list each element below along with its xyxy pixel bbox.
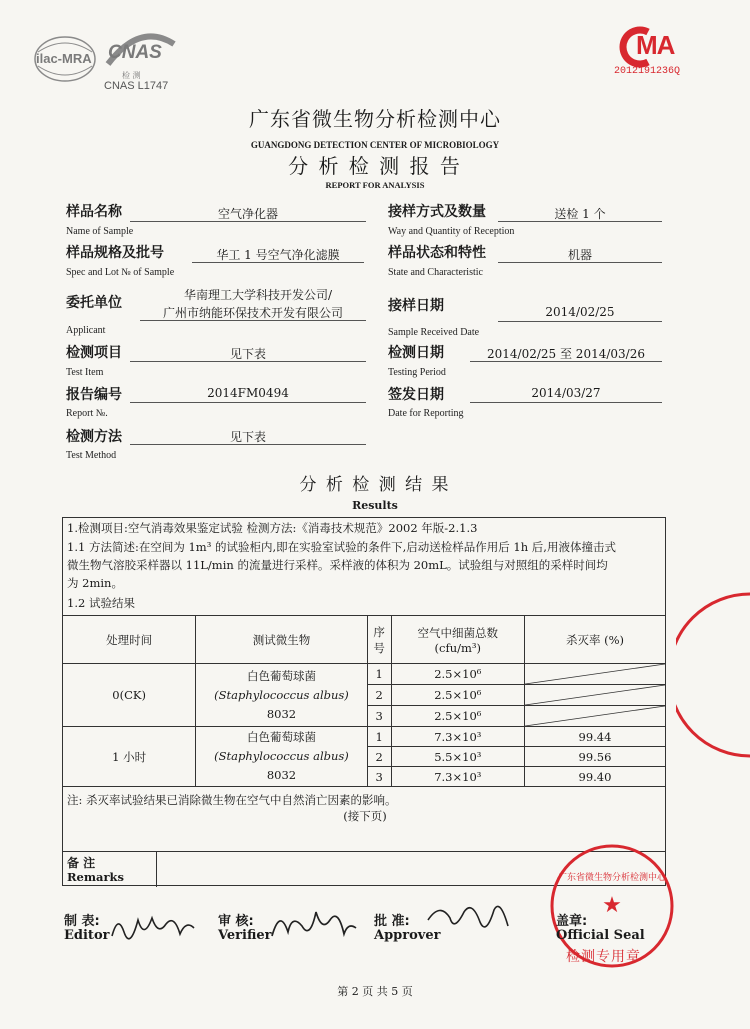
g1-r2-kill: 99.40 [524, 767, 665, 787]
editor-label-en: Editor [64, 928, 110, 943]
remarks-cn: 备 注 [67, 856, 96, 870]
g0-r2-count: 2.5×10⁶ [391, 706, 524, 727]
remarks-label-cell [62, 852, 157, 887]
page-number: 第 2 页 共 5 页 [337, 985, 413, 998]
received-date-en: Sample Received Date [388, 327, 480, 338]
cnas-text: CNAS [108, 42, 162, 63]
cnas-sub-text: 检 测 [122, 71, 141, 80]
editor-label-cn: 制 表: [64, 914, 100, 929]
testing-period-value: 2014/02/25 至 2014/03/26 [470, 345, 662, 362]
state-value: 机器 [498, 246, 662, 263]
group-0-microbe-latin: (Staphylococcus albus) [214, 687, 349, 702]
applicant-label: 委托单位 [66, 295, 122, 311]
results-note: 注: 杀灭率试验结果已消除微生物在空气中自然消亡因素的影响。 [67, 793, 397, 807]
test-item-line: 1.检测项目:空气消毒效果鉴定试验 检测方法:《消毒技术规范》2002 年版-2.1.3 [67, 521, 478, 535]
method-line-2: 微生物气溶胶采样器以 11L/min 的流量进行采样。采样液的体积为 20mL。试验组与对照组的采样时间均 [67, 558, 608, 572]
g1-r0-kill: 99.44 [524, 727, 665, 747]
header-count-1: 空气中细菌总数 [417, 625, 499, 640]
seal-label-en: Official Seal [556, 928, 645, 943]
group-1-time: 1 小时 [63, 727, 196, 787]
results-title-cn: 分 析 检 测 结 果 [299, 475, 451, 495]
header-count-2: (cfu/m³) [434, 640, 482, 655]
testing-period-en: Testing Period [388, 367, 446, 378]
applicant-value-line2: 广州市纳能环保技术开发有限公司 [140, 304, 366, 321]
report-no-value: 2014FM0494 [130, 386, 366, 403]
spec-lot-en: Spec and Lot № of Sample [66, 267, 175, 278]
g1-r2-count: 7.3×10³ [391, 767, 524, 787]
cma-logo [612, 26, 692, 82]
test-method-en: Test Method [66, 450, 117, 461]
g0-r1-seq: 2 [367, 685, 391, 706]
seal-org-text: 广东省微生物分析检测中心 [557, 873, 666, 883]
test-item-en: Test Item [66, 367, 104, 378]
g0-r2-seq: 3 [367, 706, 391, 727]
test-method-value: 见下表 [130, 428, 366, 445]
group-0-strain: 8032 [266, 706, 297, 721]
method-line-1: 1.1 方法简述:在空间为 1m³ 的试验柜内,即在实验室试验的条件下,启动送检样品作用后 1h 后,用液体撞击式 [67, 540, 616, 554]
cma-number: 2012191236Q [614, 66, 681, 77]
spec-lot-label: 样品规格及批号 [66, 245, 164, 261]
header-seq-1: 序 [373, 624, 385, 639]
received-date-value: 2014/02/25 [498, 305, 662, 322]
group-1-microbe-cn: 白色葡萄球菌 [246, 730, 316, 744]
g1-r1-seq: 2 [367, 747, 391, 767]
g1-r2-seq: 3 [367, 767, 391, 787]
sample-name-value: 空气净化器 [130, 205, 366, 222]
g0-r1-count: 2.5×10⁶ [391, 685, 524, 706]
test-item-value: 见下表 [130, 345, 366, 362]
cnas-id-text: CNAS L1747 [104, 80, 169, 92]
partial-edge-stamp [676, 590, 750, 760]
g1-r1-kill: 99.56 [524, 747, 665, 767]
verifier-signature [266, 902, 358, 946]
slash-mark [525, 685, 665, 705]
remarks-en: Remarks [67, 870, 124, 884]
group-0-microbe-cn: 白色葡萄球菌 [246, 668, 316, 683]
report-no-en: Report №. [66, 408, 108, 419]
verifier-label-cn: 审 核: [218, 914, 254, 929]
results-box [62, 517, 666, 886]
org-title-cn: 广东省微生物分析检测中心 [249, 107, 501, 131]
continued-note: (接下页) [343, 809, 387, 823]
receive-method-en: Way and Quantity of Reception [388, 226, 515, 237]
report-title-en: REPORT FOR ANALYSIS [325, 180, 425, 190]
group-1-strain: 8032 [266, 768, 297, 782]
sample-name-label: 样品名称 [66, 204, 122, 220]
received-date-label: 接样日期 [388, 298, 444, 314]
testing-period-label: 检测日期 [388, 345, 444, 361]
report-date-value: 2014/03/27 [470, 386, 662, 403]
results-table [62, 615, 666, 787]
receive-method-label: 接样方式及数量 [388, 204, 486, 220]
group-1-microbe [196, 727, 367, 787]
approver-signature [424, 896, 516, 942]
g1-r0-seq: 1 [367, 727, 391, 747]
method-line-3: 为 2min。 [67, 576, 123, 590]
ilac-mra-logo [32, 30, 98, 88]
group-0-time: 0(CK) [63, 664, 196, 727]
applicant-en: Applicant [66, 325, 106, 336]
report-date-label: 签发日期 [388, 387, 444, 403]
group-1-microbe-latin: (Staphylococcus albus) [214, 749, 349, 763]
report-no-label: 报告编号 [66, 387, 122, 403]
header-time: 处理时间 [63, 616, 196, 664]
sample-name-en: Name of Sample [66, 226, 134, 237]
g1-r1-count: 5.5×10³ [391, 747, 524, 767]
approver-label-en: Approver [374, 928, 441, 943]
report-date-en: Date for Reporting [388, 408, 464, 419]
table-row [63, 664, 666, 685]
editor-signature [108, 906, 198, 946]
g0-r0-kill [524, 664, 665, 685]
svg-text:★: ★ [602, 893, 622, 918]
verifier-label-en: Verifier [218, 928, 272, 943]
header-kill: 杀灭率 (%) [524, 616, 665, 664]
org-title-en: GUANGDONG DETECTION CENTER OF MICROBIOLOGY [250, 140, 500, 150]
header-microbe: 测试微生物 [196, 616, 367, 664]
state-label: 样品状态和特性 [388, 245, 486, 261]
header-seq [367, 616, 391, 664]
receive-method-value: 送检 1 个 [498, 205, 662, 222]
header-seq-2: 号 [373, 640, 385, 655]
ilac-mra-text: ilac-MRA [36, 51, 92, 66]
g0-r0-count: 2.5×10⁶ [391, 664, 524, 685]
test-item-label: 检测项目 [66, 345, 122, 361]
slash-mark [525, 664, 665, 684]
table-row [63, 727, 666, 747]
cnas-logo [100, 30, 180, 92]
g0-r2-kill [524, 706, 665, 727]
header-count [391, 616, 524, 664]
g0-r1-kill [524, 685, 665, 706]
group-0-microbe [196, 664, 367, 727]
results-subtitle: 1.2 试验结果 [67, 596, 135, 610]
seal-bottom-text: 检测专用章 [566, 949, 641, 965]
applicant-value-line1: 华南理工大学科技开发公司/ [183, 288, 333, 302]
test-method-label: 检测方法 [66, 429, 122, 445]
g0-r0-seq: 1 [367, 664, 391, 685]
g1-r0-count: 7.3×10³ [391, 727, 524, 747]
state-en: State and Characteristic [388, 267, 483, 278]
cma-text: MA [636, 30, 675, 60]
slash-mark [525, 706, 665, 726]
report-title-cn: 分 析 检 测 报 告 [288, 154, 462, 178]
approver-label-cn: 批 准: [374, 914, 410, 929]
spec-lot-value: 华工 1 号空气净化滤膜 [192, 246, 364, 263]
seal-label-cn: 盖章: [556, 914, 588, 929]
results-title-en: Results [352, 499, 398, 512]
